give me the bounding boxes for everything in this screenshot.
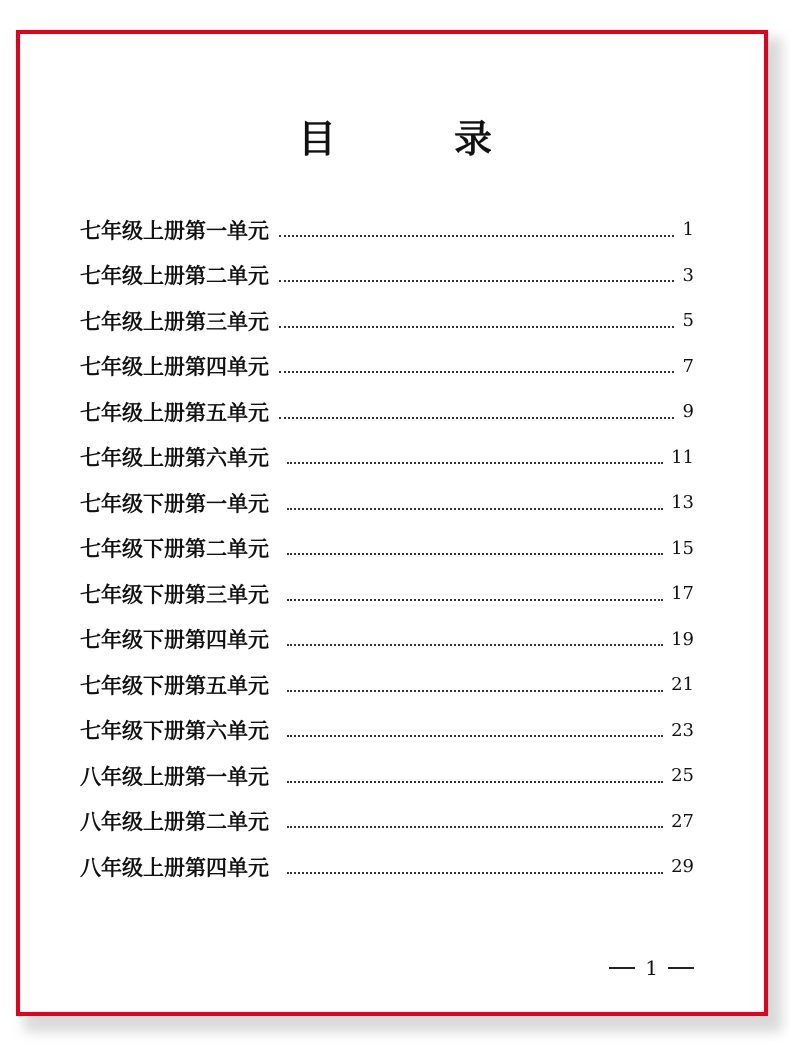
toc-entry[interactable] bbox=[80, 617, 694, 663]
toc-page-number: 13 bbox=[671, 492, 694, 514]
toc-entry[interactable] bbox=[80, 344, 694, 390]
dot-leader bbox=[287, 690, 663, 692]
toc-page-number: 19 bbox=[671, 628, 694, 650]
toc-entry[interactable] bbox=[80, 389, 694, 435]
toc-page-number: 5 bbox=[682, 310, 694, 332]
toc-page-number: 23 bbox=[671, 719, 694, 741]
toc-entry-label: 七年级下册第五单元 bbox=[80, 672, 269, 698]
toc-entry[interactable] bbox=[80, 662, 694, 708]
table-of-contents bbox=[80, 207, 694, 890]
dot-leader bbox=[287, 508, 663, 510]
dot-leader bbox=[279, 371, 674, 373]
toc-entry-label: 八年级上册第一单元 bbox=[80, 763, 269, 789]
dot-leader bbox=[287, 735, 663, 737]
toc-entry[interactable] bbox=[80, 435, 694, 481]
dot-leader bbox=[287, 826, 663, 828]
dot-leader bbox=[287, 462, 663, 464]
dot-leader bbox=[287, 553, 663, 555]
toc-entry-label: 七年级下册第四单元 bbox=[80, 627, 269, 653]
footer-dash-right bbox=[668, 967, 694, 969]
toc-entry[interactable] bbox=[80, 753, 694, 799]
toc-entry[interactable] bbox=[80, 571, 694, 617]
footer-dash-left bbox=[609, 967, 635, 969]
toc-entry[interactable] bbox=[80, 526, 694, 572]
dot-leader bbox=[279, 326, 674, 328]
toc-entry-label: 七年级上册第二单元 bbox=[80, 263, 269, 289]
toc-page-number: 7 bbox=[682, 355, 694, 377]
toc-entry-label: 七年级上册第三单元 bbox=[80, 308, 269, 334]
footer-page-number: 1 bbox=[645, 956, 658, 980]
toc-page-number: 27 bbox=[671, 810, 694, 832]
dot-leader bbox=[287, 599, 663, 601]
page-title: 目 录 bbox=[297, 116, 532, 161]
toc-entry-label: 七年级上册第五单元 bbox=[80, 399, 269, 425]
toc-entry[interactable] bbox=[80, 844, 694, 890]
toc-entry-label: 七年级上册第四单元 bbox=[80, 354, 269, 380]
toc-page-number: 29 bbox=[671, 856, 694, 878]
toc-page-number: 15 bbox=[671, 537, 694, 559]
toc-page-number: 9 bbox=[682, 401, 694, 423]
toc-entry[interactable] bbox=[80, 799, 694, 845]
toc-entry-label: 七年级上册第一单元 bbox=[80, 217, 269, 243]
toc-entry[interactable] bbox=[80, 253, 694, 299]
page-footer bbox=[609, 956, 694, 980]
toc-entry[interactable] bbox=[80, 708, 694, 754]
toc-entry-label: 七年级下册第三单元 bbox=[80, 581, 269, 607]
dot-leader bbox=[287, 781, 663, 783]
toc-page-number: 25 bbox=[671, 765, 694, 787]
toc-entry-label: 八年级上册第二单元 bbox=[80, 809, 269, 835]
toc-entry[interactable] bbox=[80, 298, 694, 344]
toc-entry-label: 七年级下册第六单元 bbox=[80, 718, 269, 744]
toc-entry-label: 七年级下册第一单元 bbox=[80, 490, 269, 516]
toc-entry-label: 七年级下册第二单元 bbox=[80, 536, 269, 562]
toc-entry-label: 八年级上册第四单元 bbox=[80, 854, 269, 880]
toc-page-number: 11 bbox=[671, 446, 694, 468]
toc-page-number: 1 bbox=[682, 219, 694, 241]
toc-page-number: 17 bbox=[671, 583, 694, 605]
toc-entry[interactable] bbox=[80, 207, 694, 253]
dot-leader bbox=[287, 872, 663, 874]
dot-leader bbox=[279, 280, 674, 282]
toc-page-number: 3 bbox=[682, 264, 694, 286]
toc-entry[interactable] bbox=[80, 480, 694, 526]
dot-leader bbox=[279, 417, 674, 419]
toc-page-number: 21 bbox=[671, 674, 694, 696]
dot-leader bbox=[279, 235, 674, 237]
toc-entry-label: 七年级上册第六单元 bbox=[80, 445, 269, 471]
dot-leader bbox=[287, 644, 663, 646]
